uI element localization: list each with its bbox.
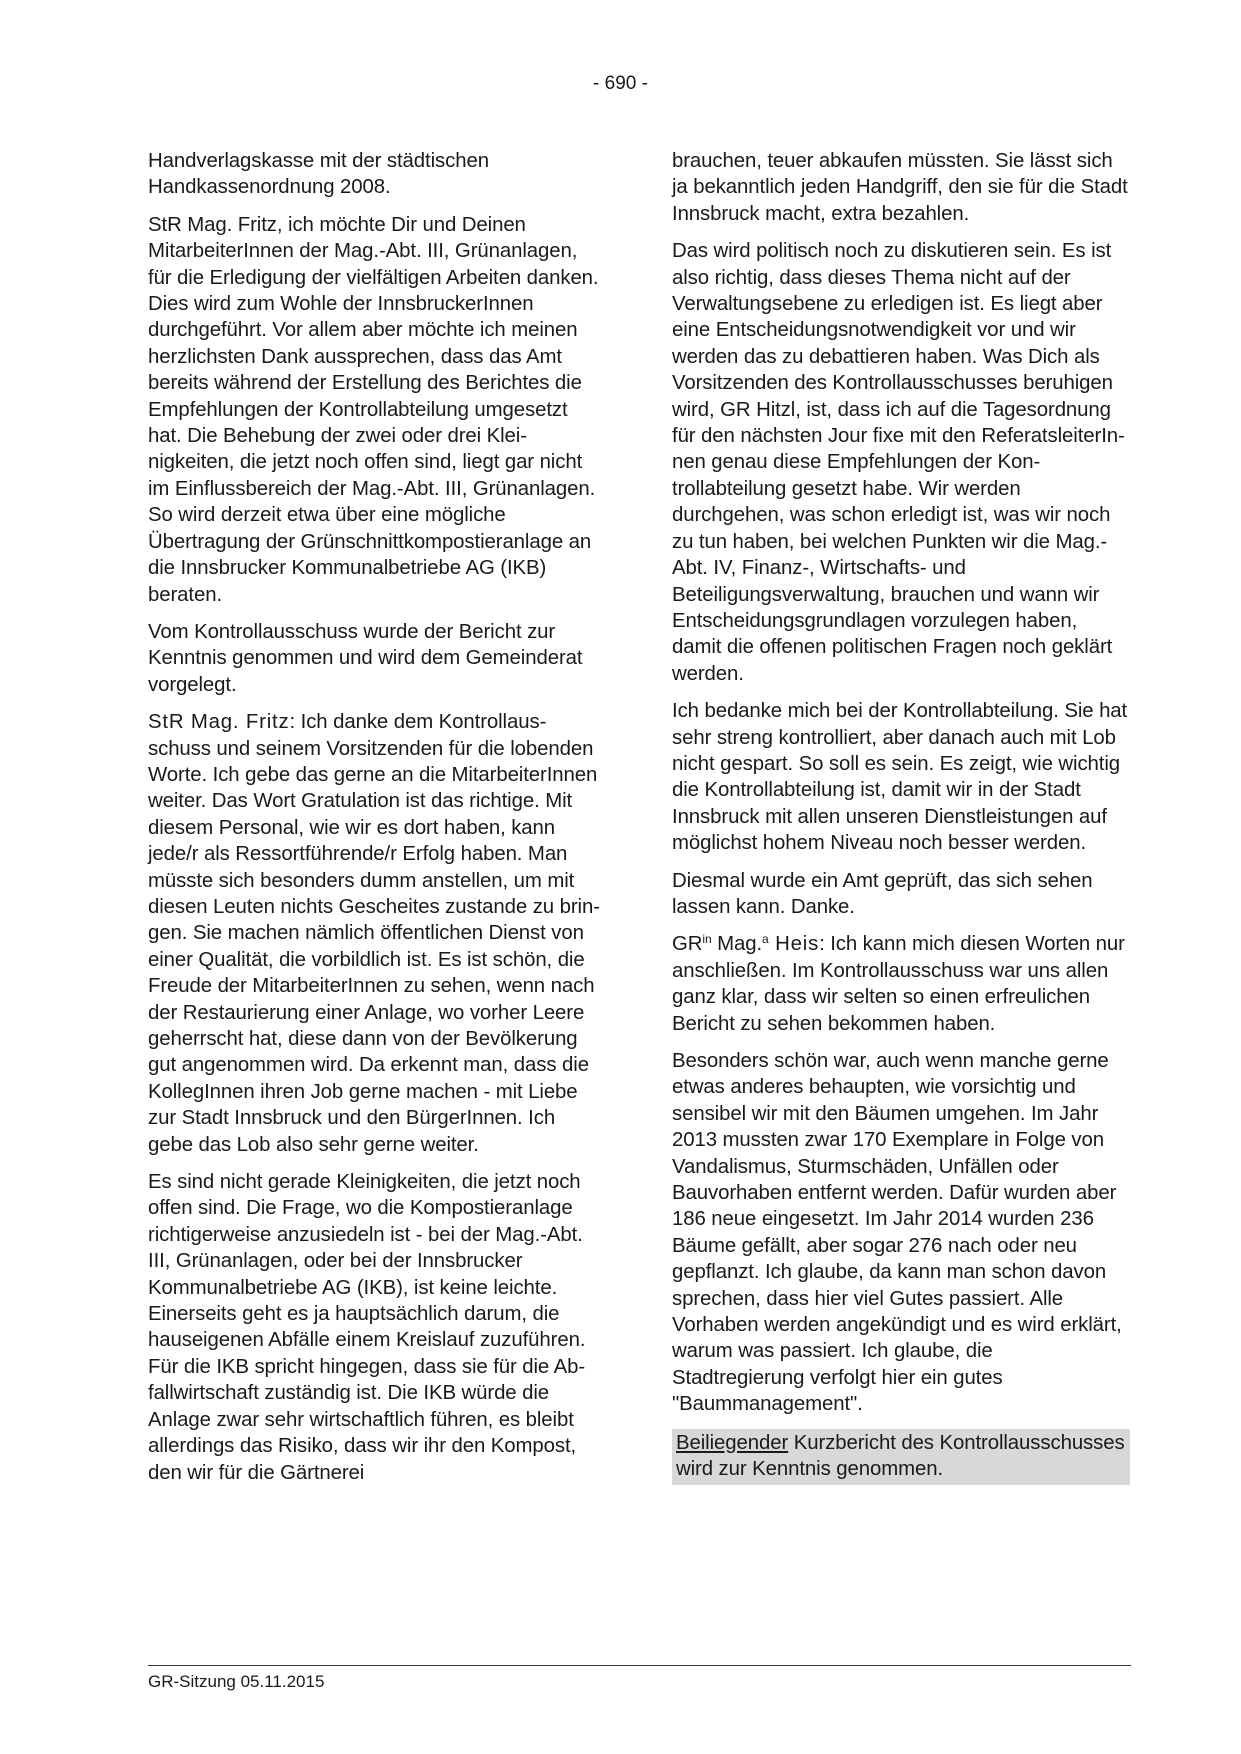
paragraph-heis-speech [672,931,1130,1037]
paragraph-thanks-fritz: StR Mag. Fritz, ich möchte Dir und Deinen MitarbeiterInnen der Mag.-Abt. III, Grünanlagen, für die Erledigung der vielfältigen Arbeiten danken. Dies wird zum Wohle der InnsbruckerInnen durchgeführt. Vor allem aber möchte ich meinen herzlichsten Dank aussprechen, dass das Amt bereits während der Erstellung des Berichtes die Empfehlungen der Kontrollabteilung umgesetzt hat. Die Behebung der zwei oder drei Kleinigkeiten, die jetzt noch offen sind, liegt gar nicht im Einflussbereich der Mag.-Abt. III, Grünanlagen. So wird derzeit etwa über eine mögliche Übertragung der Grünschnittkompostieranlage an die Innsbrucker Kommunalbetriebe AG (IKB) beraten. [148,213,599,606]
paragraph-diesmal: Diesmal wurde ein Amt geprüft, das sich sehen lassen kann. Danke. [672,869,1093,918]
left-column [148,148,600,1497]
resolution-underlined-word: Beiliegender [676,1431,789,1454]
footer-session-date: GR-Sitzung 05.11.2015 [148,1672,325,1691]
speaker-title-gr-sup: in [702,932,712,947]
paragraph-baeume: Besonders schön war, auch wenn manche gerne etwas anderes behaupten, wie vorsichtig und sensibel wir mit den Bäumen umgehen. Im Jahr 2013 mussten zwar 170 Exemplare in Folge von Vandalismus, Sturmschäden, Unfällen oder Bauvorhaben entfernt werden. Dafür wurden aber 186 neue eingesetzt. Im Jahr 2014 wurden 236 Bäume gefällt, aber sogar 276 nach oder neu gepflanzt. Ich glaube, da kann man schon davon sprechen, dass hier viel Gutes passiert. Alle Vorhaben werden angekündigt und es wird erklärt, warum was passiert. Ich glaube, die Stadtregierung verfolgt hier ein gutes "Baummanagement". [672,1050,1122,1416]
footer-divider [148,1665,1131,1666]
speech-text: : Ich kann mich diesen Worten nur anschließen. Im Kontrollausschuss war uns allen ganz klar, dass wir selten so einen erfreulichen Bericht zu sehen bekommen haben. [672,933,1125,1035]
paragraph-fritz-speech [148,709,600,1158]
resolution-box [672,1429,1130,1485]
speaker-title-gr: GR [672,933,703,956]
paragraph-kompostieranlage: Es sind nicht gerade Kleinigkeiten, die jetzt noch offen sind. Die Frage, wo die Kompostieranlage richtigerweise anzusiedeln ist - bei der Mag.-Abt. III, Grünanlagen, oder bei der Innsbrucker Kommunalbetriebe AG (IKB), ist keine leichte. Einerseits geht es ja hauptsächlich darum, die hauseigenen Abfälle einem Kreislauf zuzuführen. Für die IKB spricht hingegen, dass sie für die Abfallwirtschaft zuständig ist. Die IKB würde die Anlage zwar sehr wirtschaftlich führen, es bleibt allerdings das Risiko, dass wir ihr den Kompost, den wir für die Gärtnerei [148,1171,586,1484]
speaker-name: StR Mag. Fritz [148,711,290,734]
resolution-text: Kurzbericht des Kontrollausschusses wird zur Kenntnis genommen. [676,1431,1125,1481]
paragraph-bedanke: Ich bedanke mich bei der Kontrollabteilung. Sie hat sehr streng kontrolliert, aber danach auch mit Lob nicht gespart. So soll es sein. Es zeigt, wie wichtig die Kontrollabteilung ist, damit wir in der Stadt Innsbruck mit allen unseren Dienstleistungen auf möglichst hohem Niveau noch besser werden. [672,700,1128,855]
paragraph-politisch: Das wird politisch noch zu diskutieren sein. Es ist also richtig, dass dieses Thema nicht auf der Verwaltungsebene zu erledigen ist. Es liegt aber eine Entscheidungsnotwendigkeit vor und wir werden das zu debattieren haben. Was Dich als Vorsitzenden des Kontrollausschusses beruhigen wird, GR Hitzl, ist, dass ich auf die Tagesordnung für den nächsten Jour fixe mit den ReferatsleiterInnen genau diese Empfehlungen der Kontrollabteilung gesetzt habe. Wir werden durchgehen, was schon erledigt ist, was wir noch zu tun haben, bei welchen Punkten wir die Mag.-Abt. IV, Finanz-, Wirtschafts- und Beteiligungsverwaltung, brauchen und wann wir Entscheidungsgrundlagen vorzulegen haben, damit die offenen politischen Fragen noch geklärt werden. [672,240,1125,685]
paragraph-abkaufen: brauchen, teuer abkaufen müssten. Sie lässt sich ja bekanntlich jeden Handgriff, den sie für die Stadt Innsbruck macht, extra bezahlen. [672,150,1128,225]
right-column [672,148,1130,1496]
page-number: - 690 - [593,73,648,94]
speech-text: : Ich danke dem Kontrollausschuss und seinem Vorsitzenden für die lobenden Worte. Ich gebe das gerne an die MitarbeiterInnen weiter. Das Wort Gratulation ist das richtige. Mit diesem Personal, wie wir es dort haben, kann jede/r als Ressortführende/r Erfolg haben. Man müsste sich besonders dumm anstellen, um mit diesen Leuten nichts Gescheites zustande zu bringen. Sie machen nämlich öffentlichen Dienst von einer Qualität, die vorbildlich ist. Es ist schön, die Freude der MitarbeiterInnen zu sehen, wenn nach der Restaurierung einer Anlage, wo vorher Leere geherrscht hat, diese dann von der Bevölkerung gut angenommen wird. Da erkennt man, dass die KollegInnen ihren Job gerne machen - mit Liebe zur Stadt Innsbruck und den BürgerInnen. Ich gebe das Lob also sehr gerne weiter. [148,711,601,1156]
speaker-name: Heis [768,933,820,956]
paragraph-kontrollausschuss: Vom Kontrollausschuss wurde der Bericht zur Kenntnis genommen und wird dem Gemeinderat vorgelegt. [148,620,583,696]
paragraph-handverlagskasse: Handverlagskasse mit der städtischen Handkassenordnung 2008. [148,150,489,199]
speaker-title-mag: Mag. [711,933,763,956]
speaker-title-mag-sup: a [762,932,769,947]
